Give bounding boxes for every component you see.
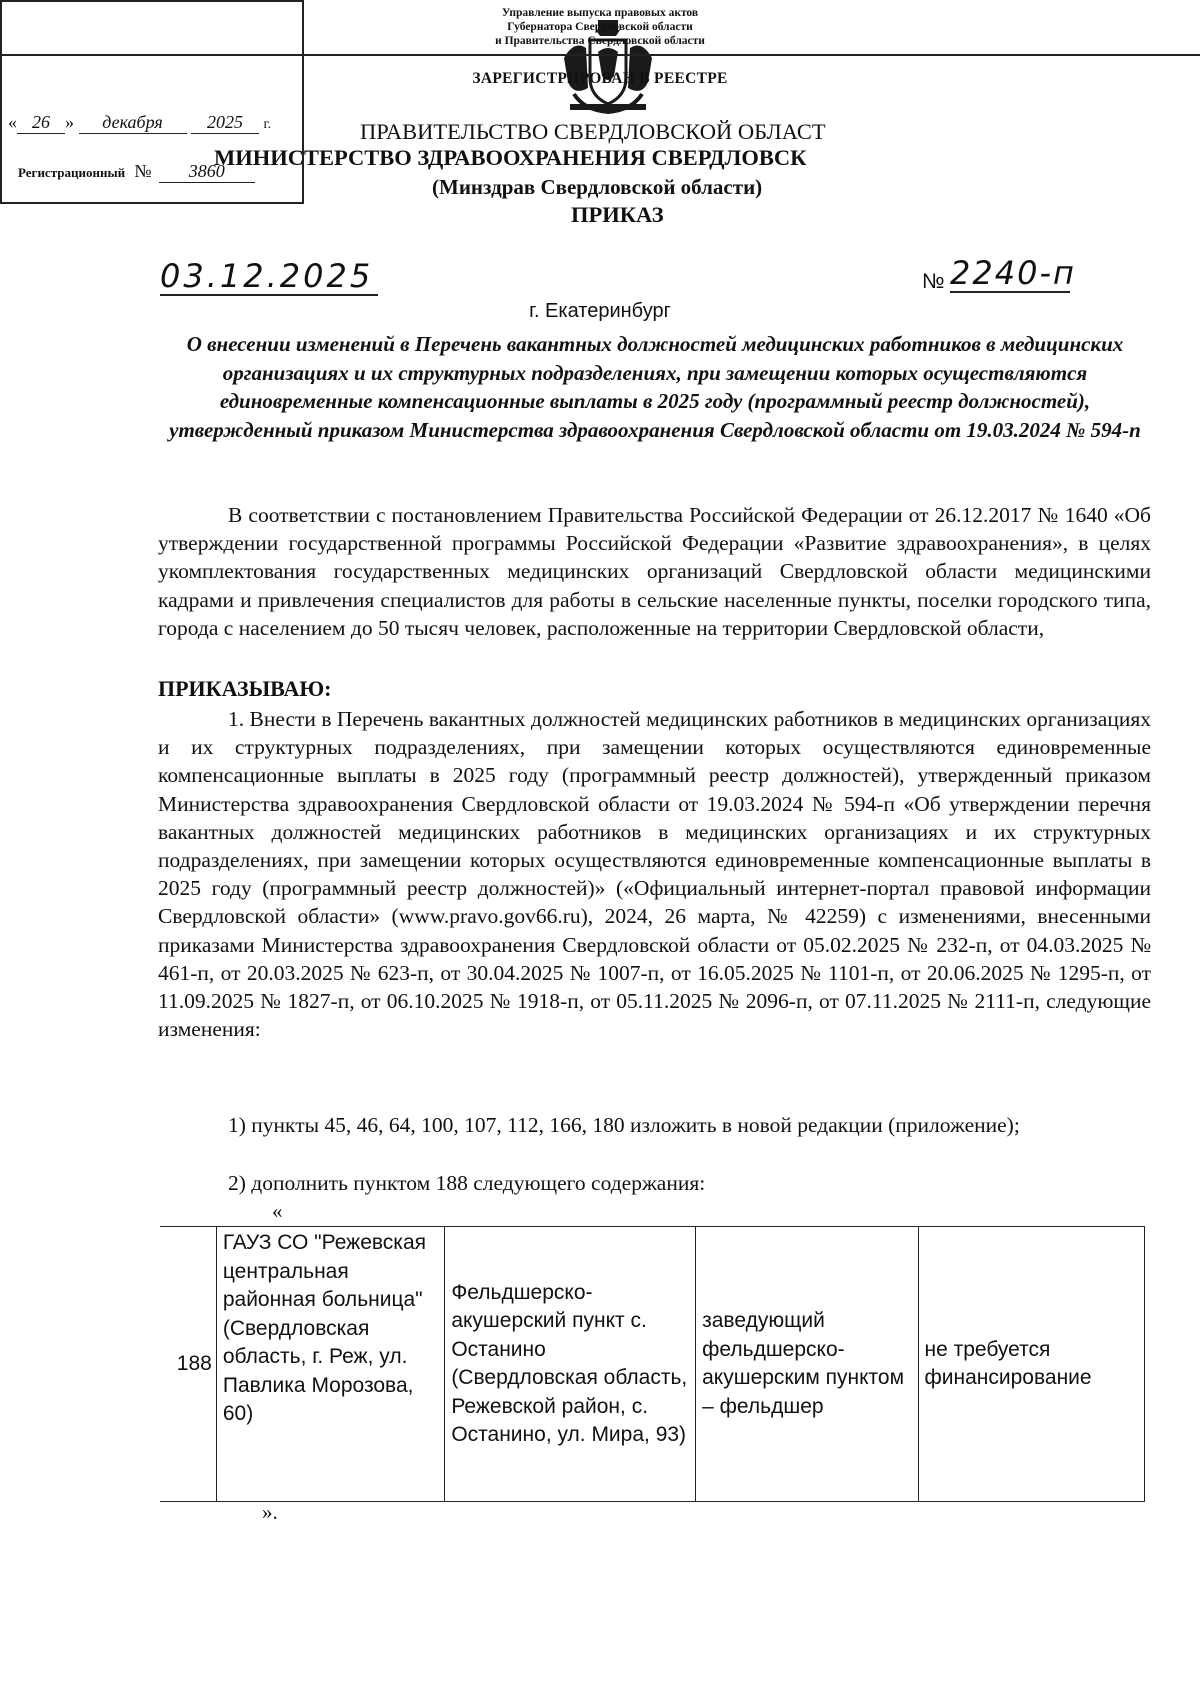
ministry-short-name: (Минздрав Свердловской области) bbox=[432, 175, 763, 199]
stamp-issuer-line: и Правительства Свердловской области bbox=[495, 35, 705, 47]
document-title: О внесении изменений в Перечень вакантных должностей медицинских работников в медицинских организациях и их структурных подразделениях, при замещении которых осуществляются единовременные компенсационные выплаты в 2025 году (программный реестр должностей), утвержденный приказом Министерства здравоохранения Свердловской области от 19.03.2024 № 594-п bbox=[169, 332, 1141, 442]
government-name: ПРАВИТЕЛЬСТВО СВЕРДЛОВСКОЙ ОБЛАСТ bbox=[360, 119, 826, 144]
stamp-issuer-line: Губернатора Свердловской области bbox=[507, 21, 693, 33]
stamp-no-sign: № bbox=[134, 161, 152, 181]
preamble-paragraph: В соответствии с постановлением Правительства Российской Федерации от 26.12.2017 № 1640 «Об утверждении государственной программы Российской Федерации «Развитие здравоохранения», в целях укомплектования государственных медицинских организаций Свердловской области медицинскими кадрами и привлечения специалистов для работы в сельские населенные пункты, поселки городского типа, города с населением до 50 тысяч человек, расположенные на территории Свердловской области, bbox=[158, 503, 1151, 640]
order-number-label: № bbox=[922, 270, 945, 293]
subitem-2-paragraph: 2) дополнить пунктом 188 следующего содержания: bbox=[228, 1171, 706, 1195]
ministry-name: МИНИСТЕРСТВО ЗДРАВООХРАНЕНИЯ СВЕРДЛОВСК bbox=[214, 145, 807, 170]
stamp-year-suffix: г. bbox=[263, 117, 272, 132]
stamp-reg-label: Регистрационный bbox=[18, 165, 126, 180]
quote-open: « bbox=[272, 1199, 283, 1223]
quote-close: ». bbox=[262, 1500, 278, 1524]
item-1-paragraph: 1. Внести в Перечень вакантных должностей медицинских работников в медицинских организациях и их структурных подразделениях, при замещении которых осуществляются единовременные компенсационные выплаты в 2025 году (программный реестр должностей), утвержденный приказом Министерства здравоохранения Свердловской области от 19.03.2024 № 594-п «Об утверждении перечня вакантных должностей медицинских работников в медицинских организациях и их структурных подразделениях, при замещении которых осуществляются единовременные компенсационные выплаты в 2025 году (программный реестр должностей)» («Официальный интернет-портал правовой информации Свердловской области» (www.pravo.gov66.ru), 2024, 26 марта, № 42259) с изменениями, внесенными приказами Министерства здравоохранения Свердловской области от 05.02.2025 № 232-п, от 04.03.2025 № 461-п, от 20.03.2025 № 623-п, от 30.04.2025 № 1007-п, от 16.05.2025 № 1101-п, от 20.06.2025 № 1295-п, от 11.09.2025 № 1827-п, от 06.10.2025 № 1918-п, от 05.11.2025 № 2096-п, от 07.11.2025 № 2111-п, следующие изменения: bbox=[158, 707, 1151, 1042]
stamp-date bbox=[8, 112, 298, 134]
subitem-1-paragraph: 1) пункты 45, 46, 64, 100, 107, 112, 166, 180 изложить в новой редакции (приложение); bbox=[228, 1113, 1020, 1137]
stamp-day: 26 bbox=[17, 112, 65, 134]
stamp-reg-number-value: 3860 bbox=[159, 161, 255, 183]
order-date: 03.12.2025 bbox=[160, 258, 378, 296]
table-row bbox=[160, 1227, 1145, 1502]
stamp-quote-open: « bbox=[8, 112, 17, 132]
unit-cell: Фельдшерско-акушерский пункт с. Останино (Свердловская область, Режевской район, с. Останино, ул. Мира, 93) bbox=[445, 1227, 696, 1502]
stamp-year: 2025 bbox=[191, 112, 259, 134]
funding-cell: не требуется финансирование bbox=[918, 1227, 1145, 1502]
position-cell: заведующий фельдшерско-акушерским пунктом – фельдшер bbox=[696, 1227, 918, 1502]
city: г. Екатеринбург bbox=[529, 300, 671, 322]
row-number: 188 bbox=[160, 1227, 216, 1502]
order-number: 2240-п bbox=[950, 254, 1076, 292]
document-type: ПРИКАЗ bbox=[571, 202, 664, 227]
stamp-quote-close: » bbox=[65, 112, 74, 132]
stamp-issuer bbox=[0, 0, 1200, 56]
stamp-registered-label: ЗАРЕГИСТРИРОВАН В РЕЕСТРЕ bbox=[472, 70, 728, 87]
stamp-issuer-line: Управление выпуска правовых актов bbox=[501, 7, 699, 19]
stamp-month: декабря bbox=[79, 112, 187, 134]
organization-cell: ГАУЗ СО "Режевская центральная районная больница" (Свердловская область, г. Реж, ул. Павлика Морозова, 60) bbox=[216, 1227, 444, 1502]
positions-table bbox=[160, 1226, 1145, 1502]
order-word: ПРИКАЗЫВАЮ: bbox=[158, 676, 332, 701]
